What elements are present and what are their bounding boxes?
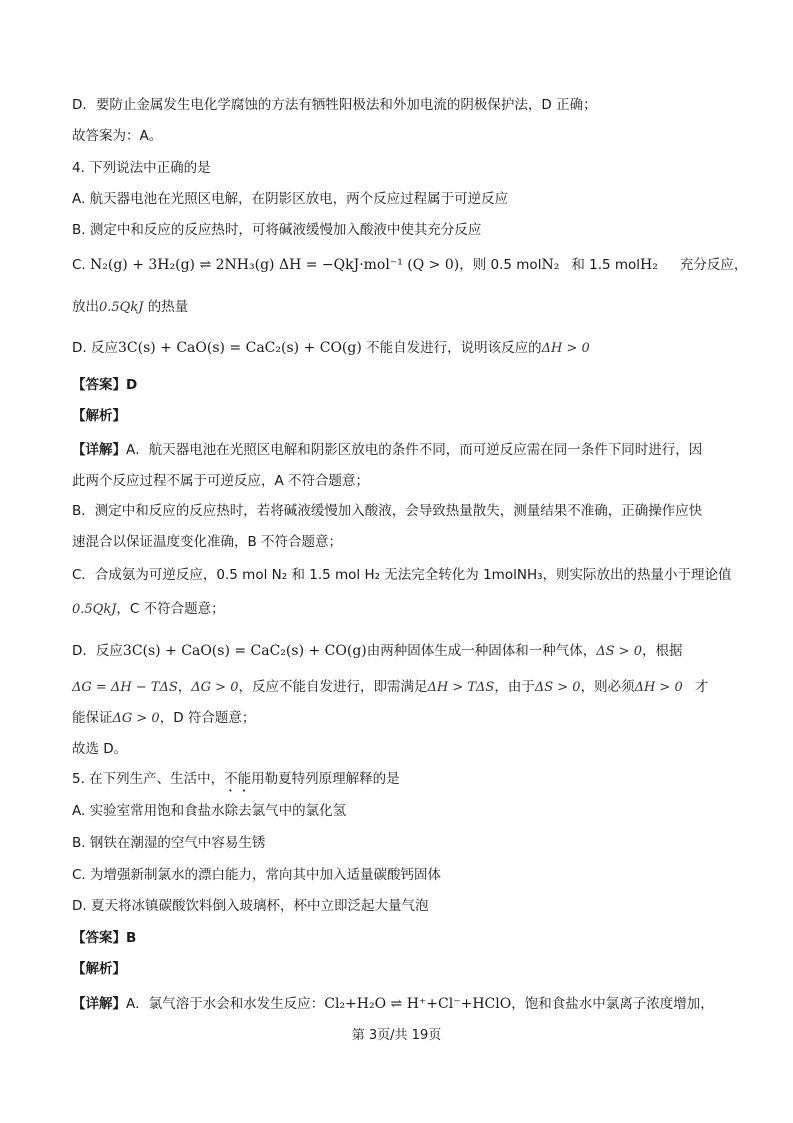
explanation-line: 故选 D。: [72, 741, 128, 757]
explanation-line: ΔG = ΔH − TΔS，ΔG > 0，反应不能自发进行，即需满足ΔH > TΔS，由于ΔS > 0，则必须ΔH > 0 才: [72, 679, 709, 695]
text-line: D．要防止金属发生电化学腐蚀的方法有牺牲阳极法和外加电流的阴极保护法，D 正确；: [72, 97, 597, 113]
emphasized-text: 不能: [224, 771, 252, 787]
option-b: B. 测定中和反应的反应热时，可将碱液缓慢加入酸液中使其充分反应: [72, 222, 482, 238]
explanation-line: D．反应3C(s) + CaO(s) = CaC₂(s) + CO(g)由两种固体生成一种固体和一种气体，ΔS > 0，根据: [72, 643, 683, 659]
option-b: B. 钢铁在潮湿的空气中容易生锈: [72, 835, 266, 851]
answer-label: 【答案】B: [72, 930, 137, 946]
page-number: 第 3页/共 19页: [351, 1028, 442, 1043]
equation: Cl₂+H₂O ⇌ H⁺+Cl⁻+HClO: [324, 996, 512, 1012]
equation: 3C(s) + CaO(s) = CaC₂(s) + CO(g): [117, 340, 362, 356]
option-a: A. 实验室常用饱和食盐水除去氯气中的氯化氢: [72, 803, 347, 819]
option-c: C. N₂(g) + 3H₂(g) ⇌ 2NH₃(g) ΔH = −QkJ·mol⁻¹ (Q > 0)，则 0.5 molN₂ 和 1.5 molH₂ 充分反应，: [72, 257, 748, 273]
explanation-line: B．测定中和反应的反应热时，若将碱液缓慢加入酸液，会导致热量散失，测量结果不准确，正确操作应快: [72, 503, 703, 519]
explanation-line: 此两个反应过程不属于可逆反应，A 不符合题意；: [72, 473, 370, 489]
option-c: C. 为增强新制氯水的漂白能力，常向其中加入适量碳酸钙固体: [72, 867, 442, 883]
question-5-stem: 5. 在下列生产、生活中，不能用勒夏特列原理解释的是: [72, 771, 400, 787]
analysis-label: 【解析】: [72, 961, 126, 977]
explanation-line: 速混合以保证温度变化准确，B 不符合题意；: [72, 534, 343, 550]
option-a: A. 航天器电池在光照区电解，在阴影区放电，两个反应过程属于可逆反应: [72, 191, 509, 207]
answer-label: 【答案】D: [72, 377, 138, 393]
explanation-line: 能保证ΔG > 0，D 符合题意；: [72, 710, 256, 726]
analysis-label: 【解析】: [72, 408, 126, 424]
option-c-cont: 放出0.5QkJ 的热量: [72, 299, 189, 315]
explanation-line: 0.5QkJ，C 不符合题意；: [72, 601, 225, 617]
option-d: D. 夏天将冰镇碳酸饮料倒入玻璃杯，杯中立即泛起大量气泡: [72, 898, 429, 914]
text-line: 故答案为：A。: [72, 128, 163, 144]
option-d: D. 反应3C(s) + CaO(s) = CaC₂(s) + CO(g) 不能自发进行，说明该反应的ΔH > 0: [72, 340, 590, 356]
question-4-stem: 4. 下列说法中正确的是: [72, 160, 211, 176]
explanation-line: 【详解】A．氯气溶于水会和水发生反应：Cl₂+H₂O ⇌ H⁺+Cl⁻+HClO，饱和食盐水中氯离子浓度增加，: [72, 996, 714, 1012]
explanation-line: 【详解】A．航天器电池在光照区电解和阴影区放电的条件不同，而可逆反应需在同一条件下同时进行，因: [72, 442, 703, 458]
equation: N₂(g) + 3H₂(g) ⇌ 2NH₃(g) ΔH = −QkJ·mol⁻¹ (Q > 0): [90, 257, 460, 273]
explanation-line: C．合成氨为可逆反应，0.5 mol N₂ 和 1.5 mol H₂ 无法完全转化为 1molNH₃，则实际放出的热量小于理论值: [72, 567, 732, 583]
